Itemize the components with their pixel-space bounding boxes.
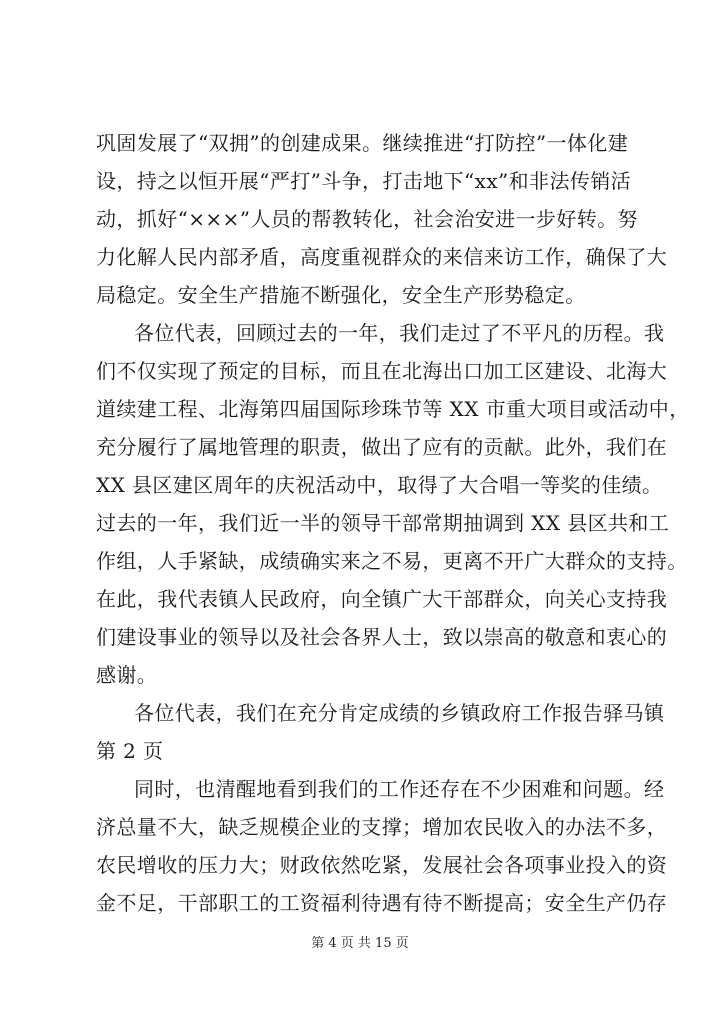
paragraph-first-line: 各位代表，回顾过去的一年，我们走过了不平凡的历程。我 <box>134 321 665 345</box>
page-marker: 第 2 页 <box>96 739 164 763</box>
text-line: 道续建工程、北海第四届国际珍珠节等 XX 市重大项目或活动中， <box>96 397 690 421</box>
paragraph-first-line: 同时，也清醒地看到我们的工作还存在不少困难和问题。经 <box>134 777 665 801</box>
text-line: 感谢。 <box>96 663 158 687</box>
text-line: 金不足，干部职工的工资福利待遇有待不断提高；安全生产仍存 <box>96 891 668 915</box>
text-line: 力化解人民内部矛盾，高度重视群众的来信来访工作，确保了大 <box>96 245 668 269</box>
text-line: 设，持之以恒开展“严打”斗争，打击地下“xx”和非法传销活 <box>96 169 632 193</box>
text-line: 充分履行了属地管理的职责，做出了应有的贡献。此外，我们在 <box>96 435 668 459</box>
text-line: XX 县区建区周年的庆祝活动中，取得了大合唱一等奖的佳绩。 <box>96 473 663 497</box>
text-line: 动，抓好“×××”人员的帮教转化，社会治安进一步好转。努 <box>96 207 638 231</box>
text-line: 济总量不大，缺乏规模企业的支撑；增加农民收入的办法不多， <box>96 815 668 839</box>
text-line: 巩固发展了“双拥”的创建成果。继续推进“打防控”一体化建 <box>96 131 629 155</box>
text-line: 过去的一年，我们近一半的领导干部常期抽调到 XX 县区共和工 <box>96 511 670 535</box>
paragraph-first-line: 各位代表，我们在充分肯定成绩的乡镇政府工作报告驿马镇 <box>134 701 665 725</box>
text-line: 在此，我代表镇人民政府，向全镇广大干部群众，向关心支持我 <box>96 587 668 611</box>
text-line: 局稳定。安全生产措施不断强化，安全生产形势稳定。 <box>96 283 586 307</box>
text-line: 作组，人手紧缺，成绩确实来之不易，更离不开广大群众的支持。 <box>96 549 688 573</box>
text-line: 农民增收的压力大；财政依然吃紧，发展社会各项事业投入的资 <box>96 853 668 877</box>
page-footer: 第 4 页 共 15 页 <box>311 936 409 951</box>
text-line: 们建设事业的领导以及社会各界人士，致以崇高的敬意和衷心的 <box>96 625 668 649</box>
text-line: 们不仅实现了预定的目标，而且在北海出口加工区建设、北海大 <box>96 359 668 383</box>
